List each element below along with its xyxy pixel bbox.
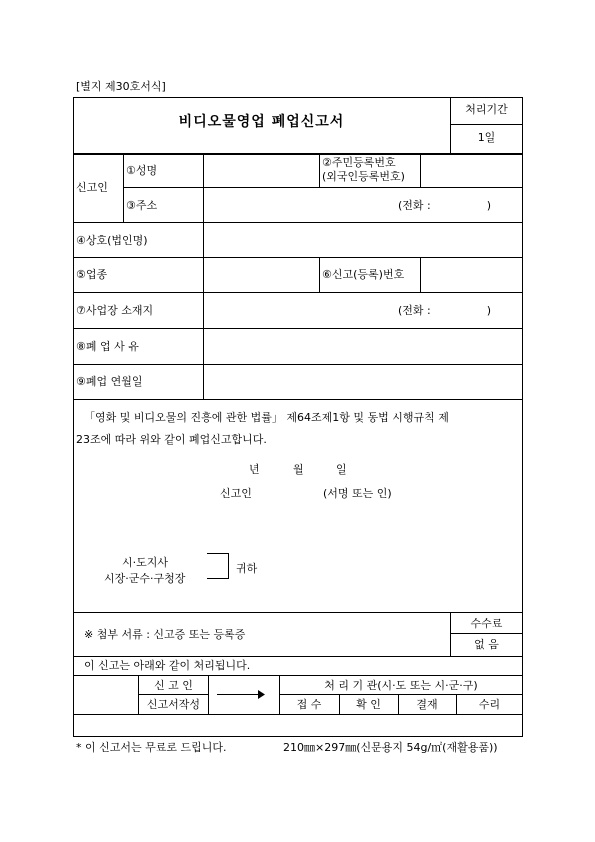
trade-name-label: ④상호(법인명): [76, 234, 148, 247]
date-month-label: 월: [293, 463, 304, 476]
business-type-label: ⑤업종: [76, 268, 108, 281]
process-applicant-label: 신 고 인: [154, 679, 193, 692]
date-day-label: 일: [336, 463, 347, 476]
processing-period-value: 1일: [477, 131, 496, 144]
location-phone-hint: (전화 : ): [398, 304, 491, 317]
form-title: 비디오물영업 폐업신고서: [178, 114, 345, 130]
step-receipt: 접 수: [296, 698, 322, 711]
address-label: ③주소: [126, 199, 158, 212]
recipient-mayor: 시장·군수·구청장: [104, 572, 186, 585]
step-approval: 결재: [416, 698, 438, 711]
closure-date-field[interactable]: [204, 365, 522, 398]
id-number-field[interactable]: [421, 154, 522, 186]
processing-period-label: 처리기간: [465, 103, 508, 116]
signature-hint: (서명 또는 인): [323, 487, 392, 500]
foreign-id-label: (외국인등록번호): [322, 170, 405, 183]
recipient-governor: 시·도지사: [122, 556, 169, 569]
date-year-label: 년: [249, 463, 260, 476]
name-label: ①성명: [126, 164, 158, 177]
step-acceptance: 수리: [478, 698, 501, 711]
address-phone-hint: (전화 : ): [398, 199, 491, 212]
form-code: [별지 제30호서식]: [76, 80, 166, 93]
step-verification: 확 인: [356, 698, 381, 711]
footer-free-note: * 이 신고서는 무료로 드립니다.: [76, 741, 227, 754]
registration-number-field[interactable]: [421, 258, 522, 291]
id-number-label: ②주민등록번호: [322, 156, 396, 169]
statement-line-1: 「영화 및 비디오물의 진흥에 관한 법률」 제64조제1항 및 동법 시행규칙 제: [84, 411, 449, 424]
agency-label: 처 리 기 관(시·도 또는 시·군·구): [324, 679, 478, 692]
closure-reason-label: ⑧폐 업 사 유: [76, 340, 139, 353]
applicant-group-label: 신고인: [76, 181, 108, 194]
business-location-label: ⑦사업장 소재지: [76, 304, 154, 317]
statement-line-2: 23조에 따라 위와 같이 폐업신고합니다.: [76, 433, 267, 446]
fee-label: 수수료: [470, 617, 503, 630]
closure-reason-field[interactable]: [204, 329, 522, 363]
flow-arrow-line: [217, 694, 260, 695]
business-type-field[interactable]: [204, 258, 318, 291]
name-field[interactable]: [204, 154, 318, 186]
closure-date-label: ⑨폐업 연월일: [76, 375, 143, 388]
recipient-bracket: [207, 553, 229, 579]
flow-arrow-icon: [258, 690, 266, 699]
attachment-note: ※ 첨부 서류 : 신고증 또는 등록증: [84, 628, 246, 641]
fee-value: 없 음: [474, 638, 499, 651]
trade-name-field[interactable]: [204, 223, 522, 256]
process-heading: 이 신고는 아래와 같이 처리됩니다.: [84, 659, 251, 672]
footer-paper-spec: 210㎜×297㎜(신문용지 54g/㎡(재활용품)): [283, 741, 498, 754]
process-applicant-step: 신고서작성: [146, 698, 201, 711]
signer-label: 신고인: [220, 487, 252, 500]
registration-number-label: ⑥신고(등록)번호: [322, 268, 405, 281]
recipient-suffix: 귀하: [236, 562, 258, 575]
